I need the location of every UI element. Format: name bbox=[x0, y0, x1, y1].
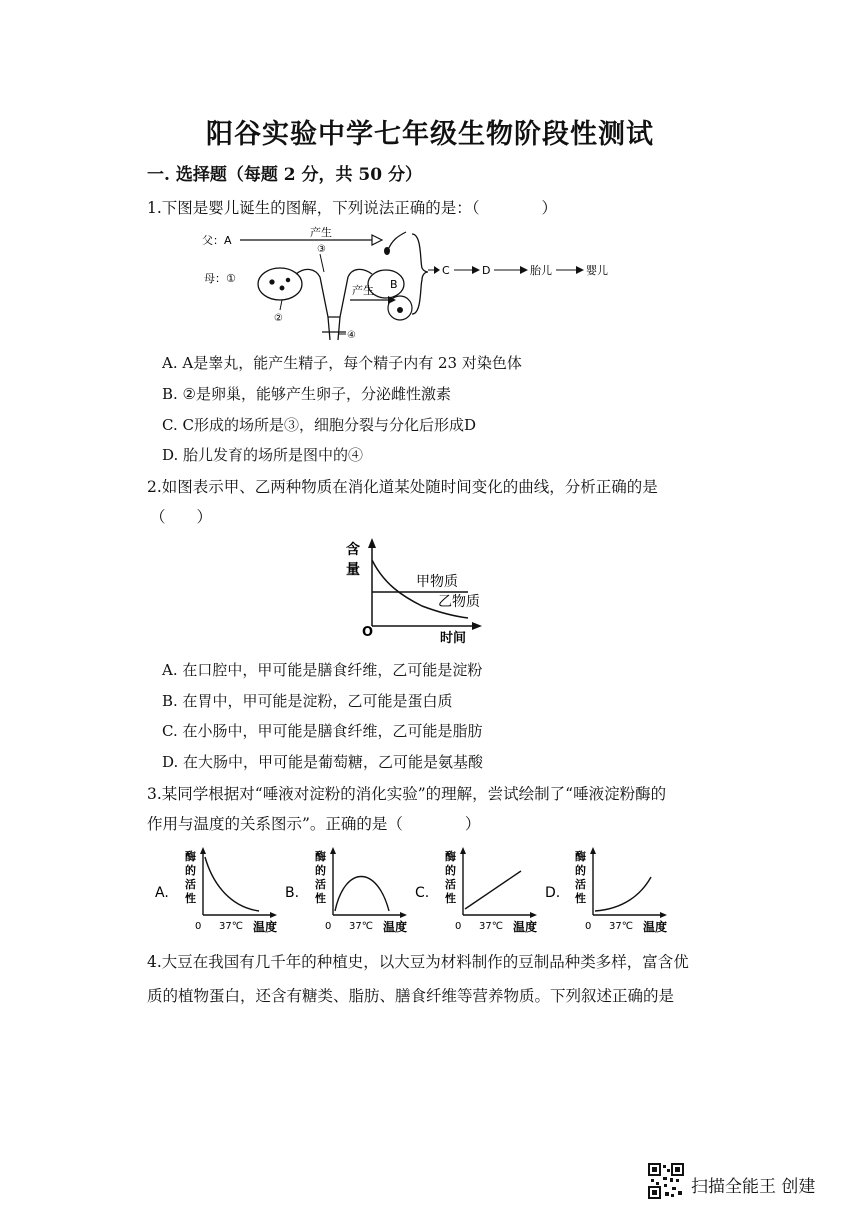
q3-xlabel: 温度 bbox=[643, 920, 668, 934]
q1-stem: 1.下图是婴儿诞生的图解，下列说法正确的是：（ ） bbox=[147, 199, 558, 217]
c-label: C bbox=[442, 264, 450, 277]
q1-option-d: D. 胎儿发育的场所是图中的④ bbox=[162, 446, 364, 464]
graph-origin: O bbox=[362, 625, 374, 640]
marker-3: ③ bbox=[317, 244, 326, 255]
q3-option-letter: B. bbox=[285, 885, 300, 901]
q3-ylabel-char: 的 bbox=[185, 864, 196, 877]
q2-content-graph bbox=[340, 536, 500, 646]
qr-code-icon bbox=[648, 1163, 684, 1199]
q3-y-arrow bbox=[460, 847, 466, 854]
q3-zero: 0 bbox=[195, 921, 202, 932]
produce-label-2: 产生 bbox=[352, 284, 374, 297]
q2-answer-paren: （ ） bbox=[150, 508, 213, 526]
q3-graph-option-a bbox=[155, 845, 283, 935]
q3-xlabel: 温度 bbox=[383, 920, 408, 934]
q2-option-c: C. 在小肠中，甲可能是膳食纤维，乙可能是脂肪 bbox=[162, 722, 483, 740]
q3-graph-option-c bbox=[415, 845, 543, 935]
scanner-watermark: 扫描全能王 创建 bbox=[691, 1177, 816, 1197]
female-reproductive-icon bbox=[258, 268, 404, 340]
q3-ylabel-char: 活 bbox=[315, 878, 326, 891]
q3-curve-arch bbox=[335, 877, 389, 912]
q3-ylabel-char: 性 bbox=[185, 892, 196, 905]
q3-stem-line-1: 3.某同学根据对“唾液对淀粉的消化实验”的理解，尝试绘制了“唾液淀粉酶的 bbox=[147, 785, 667, 803]
marker-4: ④ bbox=[347, 330, 356, 341]
q1-option-b: B. ②是卵巢，能够产生卵子，分泌雌性激素 bbox=[162, 385, 452, 403]
q2-option-d: D. 在大肠中，甲可能是葡萄糖，乙可能是氨基酸 bbox=[162, 753, 484, 771]
q3-ylabel-char: 的 bbox=[315, 864, 326, 877]
q1-option-c: C. C形成的场所是③，细胞分裂与分化后形成D bbox=[162, 416, 476, 434]
q3-x-arrow bbox=[660, 912, 667, 918]
q3-y-arrow bbox=[330, 847, 336, 854]
baby-label: 婴儿 bbox=[586, 264, 608, 277]
q1-birth-diagram bbox=[200, 222, 620, 347]
marker-2: ② bbox=[274, 313, 283, 324]
q3-ylabel-char: 性 bbox=[315, 892, 326, 905]
section-heading: 一. 选择题（每题 2 分，共 50 分） bbox=[147, 165, 422, 185]
mother-label: 母：① bbox=[204, 272, 236, 285]
q3-option-letter: C. bbox=[415, 885, 430, 901]
jia-label: 甲物质 bbox=[416, 574, 458, 590]
q3-graph-options bbox=[155, 845, 675, 935]
q3-y-arrow bbox=[200, 847, 206, 854]
q3-graph-option-d bbox=[545, 845, 673, 935]
sperm-icon bbox=[388, 232, 406, 250]
produce-label-1: 产生 bbox=[310, 226, 332, 239]
q3-option-letter: D. bbox=[545, 885, 561, 901]
q3-ylabel-char: 活 bbox=[185, 878, 196, 891]
q3-ylabel-char: 酶 bbox=[315, 850, 326, 863]
q3-temp-mark: 37℃ bbox=[219, 921, 243, 932]
graph-ylabel-2: 量 bbox=[346, 562, 360, 578]
q3-zero: 0 bbox=[455, 921, 462, 932]
q3-x-arrow bbox=[400, 912, 407, 918]
q3-ylabel-char: 的 bbox=[445, 864, 456, 877]
q3-curve-increasing bbox=[595, 877, 651, 911]
graph-xlabel: 时间 bbox=[440, 631, 467, 646]
q3-y-arrow bbox=[590, 847, 596, 854]
father-label: 父：A bbox=[202, 234, 232, 247]
q3-option-letter: A. bbox=[155, 885, 169, 901]
q2-stem: 2.如图表示甲、乙两种物质在消化道某处随时间变化的曲线，分析正确的是 bbox=[147, 478, 658, 496]
q1-option-a: A. A是睾丸，能产生精子，每个精子内有 23 对染色体 bbox=[162, 354, 522, 372]
q3-temp-mark: 37℃ bbox=[479, 921, 503, 932]
q3-ylabel-char: 酶 bbox=[185, 850, 196, 863]
q3-ylabel-char: 的 bbox=[575, 864, 586, 877]
yi-label: 乙物质 bbox=[438, 594, 480, 610]
q3-ylabel-char: 酶 bbox=[575, 850, 586, 863]
fetus-label: 胎儿 bbox=[530, 264, 552, 277]
q3-ylabel-char: 性 bbox=[575, 892, 586, 905]
graph-ylabel-1: 含 bbox=[346, 542, 360, 558]
q3-temp-mark: 37℃ bbox=[609, 921, 633, 932]
q3-x-arrow bbox=[270, 912, 277, 918]
q3-xlabel: 温度 bbox=[513, 920, 538, 934]
q3-curve-linear bbox=[465, 871, 521, 909]
q3-temp-mark: 37℃ bbox=[349, 921, 373, 932]
q2-option-a: A. 在口腔中，甲可能是膳食纤维，乙可能是淀粉 bbox=[162, 661, 483, 679]
q3-xlabel: 温度 bbox=[253, 920, 278, 934]
q3-ylabel-char: 酶 bbox=[445, 850, 456, 863]
q3-x-arrow bbox=[530, 912, 537, 918]
q3-ylabel-char: 性 bbox=[445, 892, 456, 905]
page-title: 阳谷实验中学七年级生物阶段性测试 bbox=[206, 119, 654, 150]
d-label: D bbox=[482, 264, 491, 277]
q3-zero: 0 bbox=[585, 921, 592, 932]
q2-option-b: B. 在胃中，甲可能是淀粉，乙可能是蛋白质 bbox=[162, 692, 453, 710]
q4-line-2: 质的植物蛋白，还含有糖类、脂肪、膳食纤维等营养物质。下列叙述正确的是 bbox=[147, 987, 675, 1005]
q3-ylabel-char: 活 bbox=[575, 878, 586, 891]
q4-line-1: 4.大豆在我国有几千年的种植史，以大豆为材料制作的豆制品种类多样，富含优 bbox=[147, 953, 689, 971]
q3-graph-option-b bbox=[285, 845, 413, 935]
q3-zero: 0 bbox=[325, 921, 332, 932]
q3-curve-decreasing bbox=[205, 857, 259, 911]
q3-stem-line-2: 作用与温度的关系图示”。正确的是（ ） bbox=[147, 815, 481, 833]
q3-ylabel-char: 活 bbox=[445, 878, 456, 891]
b-label: B bbox=[390, 278, 398, 291]
